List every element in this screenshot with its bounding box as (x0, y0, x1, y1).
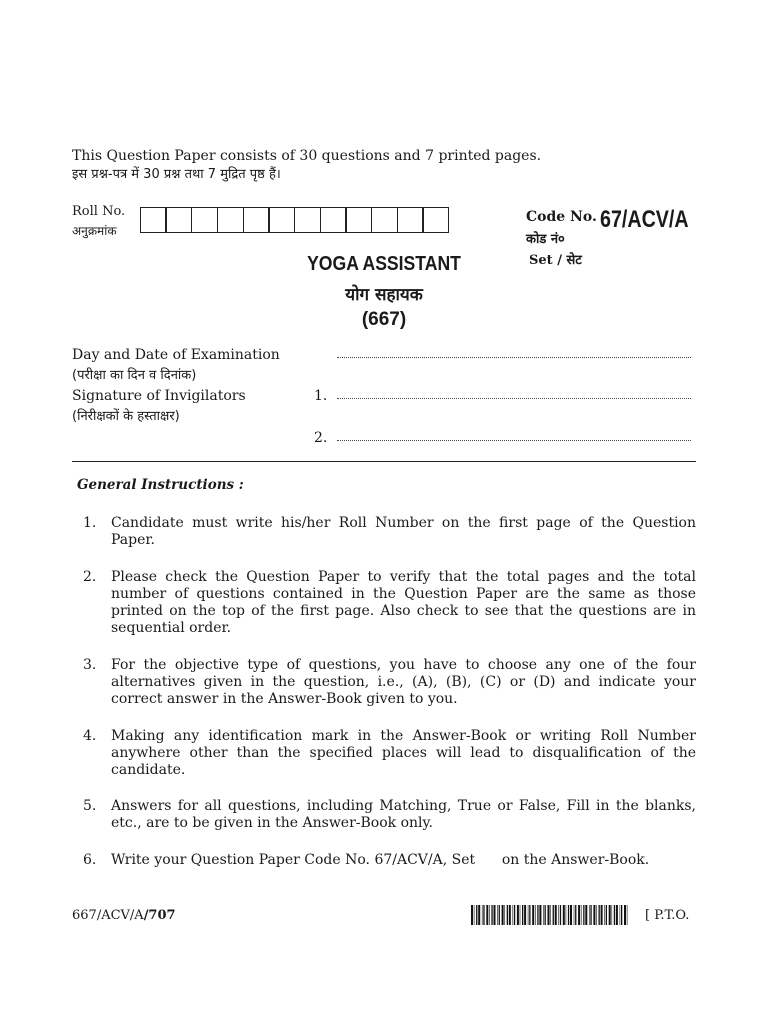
instruction-item (72, 657, 696, 708)
exam-date-label-hindi: (परीक्षा का दिन व दिनांक) (72, 368, 197, 383)
roll-number-box[interactable] (191, 207, 218, 233)
roll-number-box[interactable] (268, 207, 295, 233)
roll-number-box[interactable] (140, 207, 167, 233)
general-instructions-heading: General Instructions : (77, 477, 244, 493)
exam-date-label: Day and Date of Examination (72, 347, 280, 363)
code-label-hindi: कोड नं० (526, 232, 565, 247)
code-label: Code No. (526, 209, 597, 225)
instruction-number: 4. (83, 728, 97, 744)
subject-code: (667) (361, 309, 407, 330)
roll-number-box[interactable] (320, 207, 347, 233)
barcode-icon (471, 905, 631, 925)
instruction-number: 6. (83, 852, 97, 868)
instruction-text: Write your Question Paper Code No. 67/ACV/A, Set on the Answer-Book. (111, 852, 650, 868)
invigilator-signature-1-field[interactable] (337, 398, 691, 399)
subject-title: YOGA ASSISTANT (307, 253, 461, 275)
instruction-item (72, 798, 696, 832)
set-label: Set / सेट (529, 253, 582, 268)
instruction-item (72, 728, 696, 779)
instruction-text: Answers for all questions, including Matching, True or False, Fill in the blanks, etc., are to be given in the Answer-Book only. (111, 798, 696, 831)
roll-number-box[interactable] (165, 207, 192, 233)
roll-number-label: Roll No. (72, 204, 126, 219)
signature-number-2: 2. (314, 430, 328, 446)
invigilator-signature-label: Signature of Invigilators (72, 388, 246, 404)
footer-paper-code (72, 908, 176, 923)
roll-number-label-hindi: अनुक्रमांक (72, 224, 117, 238)
instruction-item (72, 515, 696, 549)
section-divider (72, 461, 696, 462)
subject-title-hindi: योग सहायक (345, 285, 423, 305)
instruction-text: For the objective type of questions, you have to choose any one of the four alternatives given in the question, i.e., (A), (B), (C) or (D) and indicate your correct answer in the Answer-Book given to you. (111, 657, 696, 707)
instruction-text: Making any identification mark in the Answer-Book or writing Roll Number anywhere other than the specified places will lead to disqualification of the candidate. (111, 728, 696, 778)
roll-number-box[interactable] (371, 207, 398, 233)
paper-info-english: This Question Paper consists of 30 questions and 7 printed pages. (72, 148, 542, 164)
exam-date-field[interactable] (337, 357, 691, 358)
paper-info-hindi: इस प्रश्न-पत्र में 30 प्रश्न तथा 7 मुद्रित पृष्ठ हैं। (72, 167, 281, 182)
instruction-item (72, 569, 696, 637)
invigilator-signature-2-field[interactable] (337, 440, 691, 441)
roll-number-box[interactable] (243, 207, 270, 233)
instruction-number: 5. (83, 798, 97, 814)
roll-number-box[interactable] (345, 207, 372, 233)
signature-number-1: 1. (314, 388, 328, 404)
pto-label: [ P.T.O. (645, 908, 690, 923)
instruction-number: 1. (83, 515, 97, 531)
roll-number-box[interactable] (422, 207, 449, 233)
roll-number-boxes[interactable] (141, 207, 449, 233)
footer-code-prefix: 667/ACV/A (72, 908, 144, 923)
invigilator-signature-label-hindi: (निरीक्षकों के हस्ताक्षर) (72, 409, 180, 424)
instruction-number: 2. (83, 569, 97, 585)
instruction-item (72, 852, 696, 869)
roll-number-box[interactable] (294, 207, 321, 233)
instruction-text: Candidate must write his/her Roll Number on the first page of the Question Paper. (111, 515, 696, 548)
instruction-text: Please check the Question Paper to verify that the total pages and the total number of questions contained in the Question Paper are the same as those printed on the top of the first page. Also check to see that the questions are in sequential order. (111, 569, 696, 636)
roll-number-box[interactable] (397, 207, 424, 233)
footer-code-suffix: /707 (143, 908, 176, 923)
roll-number-box[interactable] (217, 207, 244, 233)
instruction-number: 3. (83, 657, 97, 673)
paper-code: 67/ACV/A (600, 206, 689, 233)
